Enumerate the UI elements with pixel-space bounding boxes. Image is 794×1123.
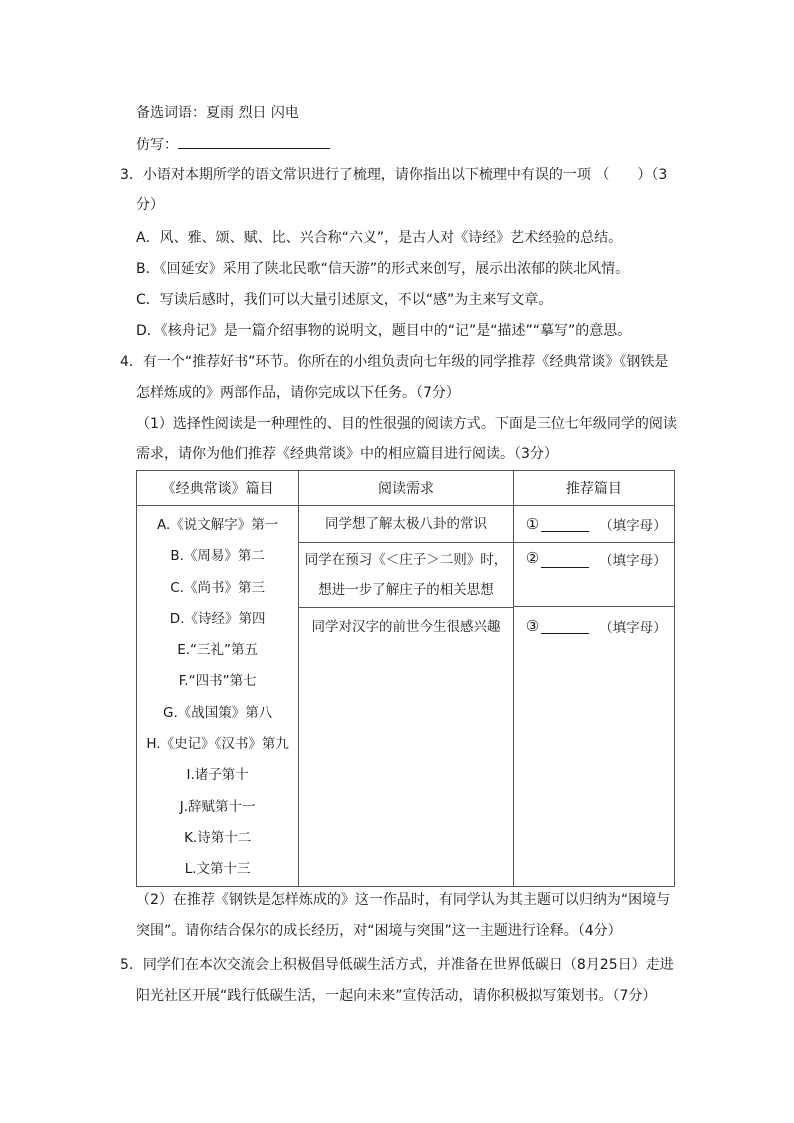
need-3: [299, 608, 512, 646]
recommend-3: [514, 607, 674, 645]
imitate-label: 仿写：: [136, 137, 178, 153]
q4-sub2-line2: 突围”。请你结合保尔的成长经历，对“困境与突围”这一主题进行诠释。（4分）: [136, 923, 622, 939]
table-body-row: [137, 506, 675, 887]
recommend-2-hint: （填字母）: [599, 553, 667, 569]
needs-cell: [299, 506, 513, 887]
chapter-item: C.《尚书》第三: [170, 579, 265, 596]
recommend-3-hint: （填字母）: [599, 620, 667, 636]
need-2-text-line2: 想进一步了解庄子的相关思想: [318, 582, 494, 598]
q4-sub1-line2: 需求，请你为他们推荐《经典常谈》中的相应篇目进行阅读。（3分）: [136, 446, 558, 462]
recommend-2: [514, 543, 674, 607]
q3-option-b: B．《回延安》采用了陕北民歌“信天游”的形式来创写，展示出浓郁的陕北风情。: [136, 261, 630, 277]
q3-option-d: D．《核舟记》是一篇介绍事物的说明文，题目中的“记”是“描述”“摹写”的意思。: [136, 323, 632, 339]
recommend-cell: [513, 506, 674, 887]
header-chapters: 《经典常谈》篇目: [137, 471, 299, 506]
chapters-cell: [137, 506, 299, 887]
q3-option-c: C．写读后感时，我们可以大量引述原文，不以“感”为主来写文章。: [136, 292, 553, 308]
q3-stem-line2: 分）: [136, 197, 164, 213]
recommend-3-answer-blank[interactable]: [541, 619, 589, 634]
header-needs: 阅读需求: [299, 471, 513, 506]
chapter-list: [137, 506, 298, 886]
q4-sub2-line1: （2）在推荐《钢铁是怎样炼成的》这一作品时，有同学认为其主题可以归纳为“困境与: [136, 892, 671, 908]
recommend-1-answer-blank[interactable]: [541, 517, 589, 532]
chapter-item: I.诸子第十: [186, 767, 249, 784]
chapter-item: B.《周易》第二: [170, 548, 265, 565]
chapter-item: G.《战国策》第八: [163, 704, 273, 721]
q5-stem-line1: 5．同学们在本次交流会上积极倡导低碳生活方式，并准备在世界低碳日（8月25日）走进: [120, 957, 674, 973]
recommendation-table: [136, 470, 675, 887]
q3-stem-line1: 3．小语对本期所学的语文常识进行了梳理，请你指出以下梳理中有误的一项 （ ）（3: [120, 167, 668, 183]
need-2-text-line1: 同学在预习《＜庄子＞二则》时，: [304, 552, 508, 568]
circled-number-1: ①: [525, 515, 540, 533]
need-1-text: 同学想了解太极八卦的常识: [324, 516, 487, 532]
recommend-1-hint: （填字母）: [599, 518, 667, 534]
chapter-item: D.《诗经》第四: [169, 610, 266, 627]
q5-stem-line2: 阳光社区开展“践行低碳生活，一起向未来”宣传活动，请你积极拟写策划书。（7分）: [136, 988, 657, 1004]
chapter-item: H.《史记》《汉书》第九: [146, 736, 289, 753]
circled-number-2: ②: [525, 549, 540, 567]
header-recommend: 推荐篇目: [513, 471, 674, 506]
circled-number-3: ③: [525, 617, 540, 635]
recommend-1: [514, 506, 674, 543]
need-2: [299, 543, 512, 608]
recommend-2-answer-blank[interactable]: [541, 553, 589, 568]
q4-stem-line1: 4．有一个“推荐好书”环节。你所在的小组负责向七年级的同学推荐《经典常谈》《钢铁是: [120, 354, 669, 370]
q4-stem-line2: 怎样炼成的》两部作品，请你完成以下任务。（7分）: [136, 385, 460, 401]
q3-option-a: A．风、雅、颂、赋、比、兴合称“六义”，是古人对《诗经》艺术经验的总结。: [136, 230, 623, 246]
table-header-row: [137, 471, 675, 506]
chapter-item: J.辞赋第十一: [179, 798, 256, 815]
imitate-line: [136, 134, 330, 155]
need-3-text: 同学对汉字的前世今生很感兴趣: [311, 619, 501, 635]
chapter-item: F.“四书”第七: [178, 673, 257, 690]
chapter-item: A.《说文解字》第一: [157, 517, 279, 533]
candidate-words: 备选词语：夏雨 烈日 闪电: [136, 105, 299, 121]
imitate-answer-blank[interactable]: [178, 134, 330, 149]
chapter-item: E.“三礼”第五: [177, 642, 259, 659]
q4-sub1-line1: （1）选择性阅读是一种理性的、目的性很强的阅读方式。下面是三位七年级同学的阅读: [136, 416, 677, 432]
chapter-item: K.诗第十二: [184, 829, 252, 846]
need-1: [299, 506, 512, 543]
chapter-item: L.文第十三: [184, 861, 251, 878]
